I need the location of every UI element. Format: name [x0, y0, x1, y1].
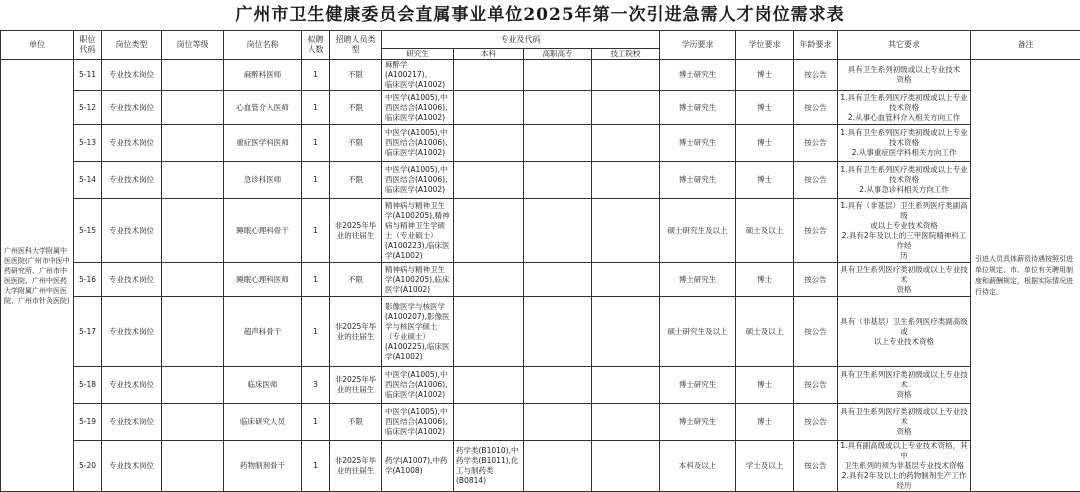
- education-cell: 博士研究生: [660, 91, 736, 125]
- education-cell: 博士研究生: [660, 162, 736, 199]
- other-requirements-cell-line: 具有卫生系列初级或以上专业技术: [840, 65, 968, 75]
- graduate-major-cell-line: 临床医学(A1002): [385, 427, 450, 437]
- graduate-major-cell: [382, 367, 454, 404]
- degree-cell: 博士: [736, 404, 794, 441]
- position-type-cell: 专业技术岗位: [102, 297, 162, 367]
- graduate-major-cell-line: 临床医学(A1002): [385, 80, 450, 90]
- hire-count-cell: 1: [302, 162, 330, 199]
- other-requirements-cell-line: 2.从事心血管科介入相关方向工作: [840, 113, 968, 123]
- hire-count-cell: 1: [302, 125, 330, 162]
- header-age: 年龄要求: [794, 31, 838, 60]
- other-requirements-cell-line: 1.具有副高级或以上专业技术资格，其中: [840, 441, 968, 461]
- position-code-cell: 5-12: [74, 91, 102, 125]
- header-tech: 技工院校: [592, 49, 660, 60]
- position-code-cell: 5-13: [74, 125, 102, 162]
- position-name-cell: 急诊科医师: [224, 162, 302, 199]
- graduate-major-cell: [382, 162, 454, 199]
- other-requirements-cell-line: 1.具有（非基层）卫生系列医疗类副高级: [840, 201, 968, 221]
- table-row: [1, 125, 1080, 162]
- other-requirements-cell-line: 以上专业技术资格: [840, 337, 968, 347]
- position-type-cell: 专业技术岗位: [102, 367, 162, 404]
- header-count: 拟聘人数: [302, 31, 330, 60]
- position-code-cell: 5-20: [74, 441, 102, 492]
- college-major-cell: [524, 404, 592, 441]
- position-level-cell: [162, 297, 224, 367]
- table-row: [1, 91, 1080, 125]
- tech-major-cell: [592, 162, 660, 199]
- college-major-cell: [524, 125, 592, 162]
- college-major-cell: [524, 162, 592, 199]
- table-row: [1, 404, 1080, 441]
- header-degree: 学位要求: [736, 31, 794, 60]
- education-cell: 博士研究生: [660, 125, 736, 162]
- graduate-major-cell-line: 学(A100205),精神: [385, 211, 450, 221]
- recruit-category-cell: 不限: [330, 263, 382, 297]
- undergrad-major-cell: [454, 162, 524, 199]
- other-requirements-cell: [838, 162, 971, 199]
- position-name-cell: 药物制剂骨干: [224, 441, 302, 492]
- position-type-cell: 专业技术岗位: [102, 441, 162, 492]
- other-requirements-cell: [838, 404, 971, 441]
- graduate-major-cell-line: 学与核医学硕士: [385, 322, 450, 332]
- age-cell: 按公告: [794, 60, 838, 91]
- tech-major-cell: [592, 199, 660, 263]
- hire-count-cell: 3: [302, 367, 330, 404]
- graduate-major-cell-line: (A100225),临床医: [385, 342, 450, 352]
- other-requirements-cell-line: 具有卫生系列医疗类初级或以上专业技术: [840, 370, 968, 390]
- job-requirements-table: [0, 30, 1080, 492]
- graduate-major-cell-line: 临床医学(A1002): [385, 113, 450, 123]
- graduate-major-cell-line: (A100223),临床医: [385, 241, 450, 251]
- degree-cell: 学士及以上: [736, 441, 794, 492]
- hire-count-cell: 1: [302, 91, 330, 125]
- position-code-cell: 5-18: [74, 367, 102, 404]
- position-level-cell: [162, 404, 224, 441]
- undergrad-major-cell: [454, 367, 524, 404]
- other-requirements-cell-line: 2.从事重症医学科相关方向工作: [840, 148, 968, 158]
- header-remark: 备注: [971, 31, 1080, 60]
- hire-count-cell: 1: [302, 263, 330, 297]
- graduate-major-cell-line: 西医结合(A1006),: [385, 103, 450, 113]
- graduate-major-cell-line: 麻醉学(A100217)、: [385, 60, 450, 80]
- graduate-major-cell-line: 西医结合(A1006),: [385, 175, 450, 185]
- graduate-major-cell-line: 中医学(A1005),中: [385, 165, 450, 175]
- age-cell: 按公告: [794, 297, 838, 367]
- table-row: [1, 367, 1080, 404]
- position-code-cell: 5-19: [74, 404, 102, 441]
- undergrad-major-cell-line: 药学类(B1011),化: [456, 456, 521, 466]
- graduate-major-cell-line: 医学(A1002): [385, 285, 450, 295]
- position-type-cell: 专业技术岗位: [102, 162, 162, 199]
- graduate-major-cell-line: 士（专业硕士）: [385, 231, 450, 241]
- graduate-major-cell-line: 学(A100205),临床: [385, 275, 450, 285]
- other-requirements-cell-line: 技术资格: [840, 138, 968, 148]
- position-type-cell: 专业技术岗位: [102, 263, 162, 297]
- undergrad-major-cell: [454, 297, 524, 367]
- undergrad-major-cell: [454, 404, 524, 441]
- undergrad-major-cell-line: 工与制药类(B0814): [456, 466, 521, 486]
- degree-cell: 博士: [736, 125, 794, 162]
- undergrad-major-cell: [454, 91, 524, 125]
- other-requirements-cell-line: 技术资格: [840, 175, 968, 185]
- education-cell: 本科及以上: [660, 441, 736, 492]
- graduate-major-cell: [382, 60, 454, 91]
- position-code-cell: 5-15: [74, 199, 102, 263]
- other-requirements-cell: [838, 367, 971, 404]
- remark-cell: 引进人员具体薪资待遇按照引进单位规定、市、单位有关聘用制度和薪酬规定，根据实际情况进行待定。: [971, 60, 1080, 492]
- graduate-major-cell-line: 临床医学(A1002): [385, 185, 450, 195]
- other-requirements-cell-line: 2.具有2年及以上的药物制剂生产工作经历: [840, 471, 968, 491]
- header-type: 岗位类型: [102, 31, 162, 60]
- age-cell: 按公告: [794, 91, 838, 125]
- table-body: [1, 60, 1080, 492]
- education-cell: 硕士研究生及以上: [660, 297, 736, 367]
- tech-major-cell: [592, 91, 660, 125]
- header-graduate: 研究生: [382, 49, 454, 60]
- other-requirements-cell-line: 具有卫生系列医疗类初级或以上专业技术: [840, 407, 968, 427]
- undergrad-major-cell: [454, 60, 524, 91]
- position-level-cell: [162, 263, 224, 297]
- header-undergrad: 本科: [454, 49, 524, 60]
- recruit-category-cell: 非2025年毕业的往届生: [330, 367, 382, 404]
- graduate-major-cell-line: （专业硕士）: [385, 332, 450, 342]
- position-name-cell: 重症医学科医师: [224, 125, 302, 162]
- position-code-cell: 5-14: [74, 162, 102, 199]
- degree-cell: 博士: [736, 263, 794, 297]
- graduate-major-cell-line: 西医结合(A1006),: [385, 380, 450, 390]
- position-level-cell: [162, 367, 224, 404]
- position-name-cell: 心血管介入医师: [224, 91, 302, 125]
- graduate-major-cell-line: 精神病与精神卫生: [385, 265, 450, 275]
- other-requirements-cell-line: 2.具有2年及以上的三甲医院精神科工作经: [840, 231, 968, 251]
- other-requirements-cell-line: 卫生系列的须为非基层专业技术资格: [840, 461, 968, 471]
- header-category: 招聘人员类型: [330, 31, 382, 60]
- header-unit: 单位: [1, 31, 74, 60]
- undergrad-major-cell: [454, 199, 524, 263]
- position-name-cell: 临床研究人员: [224, 404, 302, 441]
- graduate-major-cell: [382, 199, 454, 263]
- college-major-cell: [524, 263, 592, 297]
- college-major-cell: [524, 91, 592, 125]
- page-title: 广州市卫生健康委员会直属事业单位2025年第一次引进急需人才岗位需求表: [0, 0, 1080, 30]
- other-requirements-cell-line: 具有（非基层）卫生系列医疗类副高级或: [840, 317, 968, 337]
- other-requirements-cell: [838, 297, 971, 367]
- position-level-cell: [162, 125, 224, 162]
- graduate-major-cell-line: 临床医学(A1002): [385, 390, 450, 400]
- college-major-cell: [524, 60, 592, 91]
- position-name-cell: 睡眠心理科医师: [224, 263, 302, 297]
- hire-count-cell: 1: [302, 441, 330, 492]
- header-college: 高职高专: [524, 49, 592, 60]
- graduate-major-cell-line: 中医学(A1005),中: [385, 93, 450, 103]
- graduate-major-cell-line: (A100207),影像医: [385, 312, 450, 322]
- graduate-major-cell: [382, 297, 454, 367]
- age-cell: 按公告: [794, 125, 838, 162]
- recruit-category-cell: 非2025年毕业的往届生: [330, 199, 382, 263]
- graduate-major-cell-line: 影像医学与核医学: [385, 302, 450, 312]
- graduate-major-cell-line: 病与精神卫生学硕: [385, 221, 450, 231]
- tech-major-cell: [592, 404, 660, 441]
- tech-major-cell: [592, 263, 660, 297]
- table-row: [1, 263, 1080, 297]
- education-cell: 博士研究生: [660, 263, 736, 297]
- tech-major-cell: [592, 125, 660, 162]
- table-row: [1, 162, 1080, 199]
- other-requirements-cell-line: 历: [840, 251, 968, 261]
- recruit-category-cell: 不限: [330, 60, 382, 91]
- age-cell: 按公告: [794, 199, 838, 263]
- position-type-cell: 专业技术岗位: [102, 91, 162, 125]
- degree-cell: 博士: [736, 91, 794, 125]
- age-cell: 按公告: [794, 441, 838, 492]
- position-name-cell: 睡眠心理科骨干: [224, 199, 302, 263]
- age-cell: 按公告: [794, 367, 838, 404]
- graduate-major-cell-line: 学(A1002): [385, 251, 450, 261]
- header-majors: 专业及代码: [382, 31, 660, 49]
- college-major-cell: [524, 199, 592, 263]
- header-code: 职位代码: [74, 31, 102, 60]
- table-row: [1, 199, 1080, 263]
- degree-cell: 博士: [736, 367, 794, 404]
- other-requirements-cell: [838, 263, 971, 297]
- other-requirements-cell-line: 1.具有卫生系列医疗类初级或以上专业: [840, 128, 968, 138]
- graduate-major-cell-line: 西医结合(A1006),: [385, 138, 450, 148]
- recruit-category-cell: 不限: [330, 91, 382, 125]
- graduate-major-cell: [382, 404, 454, 441]
- age-cell: 按公告: [794, 404, 838, 441]
- hire-count-cell: 1: [302, 199, 330, 263]
- college-major-cell: [524, 367, 592, 404]
- graduate-major-cell-line: 临床医学(A1002): [385, 148, 450, 158]
- tech-major-cell: [592, 297, 660, 367]
- undergrad-major-cell: [454, 125, 524, 162]
- graduate-major-cell-line: 药学(A1007),中药: [385, 456, 450, 466]
- position-type-cell: 专业技术岗位: [102, 404, 162, 441]
- other-requirements-cell-line: 1.具有卫生系列医疗类初级或以上专业: [840, 93, 968, 103]
- header-level: 岗位等级: [162, 31, 224, 60]
- graduate-major-cell: [382, 91, 454, 125]
- graduate-major-cell-line: 西医结合(A1006),: [385, 417, 450, 427]
- position-code-cell: 5-17: [74, 297, 102, 367]
- recruit-category-cell: 不限: [330, 125, 382, 162]
- age-cell: 按公告: [794, 263, 838, 297]
- graduate-major-cell-line: 学(A1008): [385, 466, 450, 476]
- education-cell: 博士研究生: [660, 60, 736, 91]
- other-requirements-cell-line: 2.从事急诊科相关方向工作: [840, 185, 968, 195]
- header-other: 其它要求: [838, 31, 971, 60]
- position-level-cell: [162, 60, 224, 91]
- position-name-cell: 临床医师: [224, 367, 302, 404]
- other-requirements-cell: [838, 60, 971, 91]
- recruit-category-cell: 不限: [330, 404, 382, 441]
- other-requirements-cell-line: 资格: [840, 75, 968, 85]
- recruit-category-cell: 非2025年毕业的往届生: [330, 297, 382, 367]
- education-cell: 博士研究生: [660, 367, 736, 404]
- graduate-major-cell-line: 中医学(A1005),中: [385, 128, 450, 138]
- age-cell: 按公告: [794, 162, 838, 199]
- hire-count-cell: 1: [302, 60, 330, 91]
- other-requirements-cell-line: 资格: [840, 427, 968, 437]
- position-level-cell: [162, 162, 224, 199]
- tech-major-cell: [592, 60, 660, 91]
- position-name-cell: 麻醉科医师: [224, 60, 302, 91]
- other-requirements-cell: [838, 91, 971, 125]
- graduate-major-cell-line: 学(A1002): [385, 352, 450, 362]
- position-type-cell: 专业技术岗位: [102, 199, 162, 263]
- table-row: [1, 297, 1080, 367]
- recruit-category-cell: 不限: [330, 162, 382, 199]
- graduate-major-cell: [382, 263, 454, 297]
- other-requirements-cell-line: 具有卫生系列医疗类初级或以上专业技术: [840, 265, 968, 285]
- education-cell: 博士研究生: [660, 404, 736, 441]
- graduate-major-cell-line: 精神病与精神卫生: [385, 201, 450, 211]
- degree-cell: 硕士及以上: [736, 297, 794, 367]
- undergrad-major-cell: [454, 263, 524, 297]
- other-requirements-cell-line: 资格: [840, 390, 968, 400]
- graduate-major-cell: [382, 125, 454, 162]
- header-name: 岗位名称: [224, 31, 302, 60]
- other-requirements-cell-line: 1.具有卫生系列医疗类初级或以上专业: [840, 165, 968, 175]
- recruit-category-cell: 非2025年毕业的往届生: [330, 441, 382, 492]
- other-requirements-cell-line: 资格: [840, 285, 968, 295]
- other-requirements-cell-line: 或以上专业技术资格: [840, 221, 968, 231]
- position-level-cell: [162, 199, 224, 263]
- position-name-cell: 超声科骨干: [224, 297, 302, 367]
- position-level-cell: [162, 91, 224, 125]
- table-row: [1, 60, 1080, 91]
- degree-cell: 博士: [736, 60, 794, 91]
- education-cell: 硕士研究生及以上: [660, 199, 736, 263]
- other-requirements-cell-line: 技术资格: [840, 103, 968, 113]
- degree-cell: 硕士及以上: [736, 199, 794, 263]
- hire-count-cell: 1: [302, 297, 330, 367]
- undergrad-major-cell-line: 药学类(B1010),中: [456, 446, 521, 456]
- position-type-cell: 专业技术岗位: [102, 125, 162, 162]
- unit-name-cell: 广州医科大学附属中医医院(广州市中医中药研究所、广州市中医医院、广州中医药大学附属广州中医医院、广州市针灸医院): [1, 60, 74, 492]
- other-requirements-cell: [838, 199, 971, 263]
- header-education: 学历要求: [660, 31, 736, 60]
- degree-cell: 博士: [736, 162, 794, 199]
- position-code-cell: 5-11: [74, 60, 102, 91]
- hire-count-cell: 1: [302, 404, 330, 441]
- position-code-cell: 5-16: [74, 263, 102, 297]
- position-type-cell: 专业技术岗位: [102, 60, 162, 91]
- other-requirements-cell: [838, 125, 971, 162]
- college-major-cell: [524, 297, 592, 367]
- tech-major-cell: [592, 367, 660, 404]
- graduate-major-cell-line: 中医学(A1005),中: [385, 370, 450, 380]
- graduate-major-cell-line: 中医学(A1005),中: [385, 407, 450, 417]
